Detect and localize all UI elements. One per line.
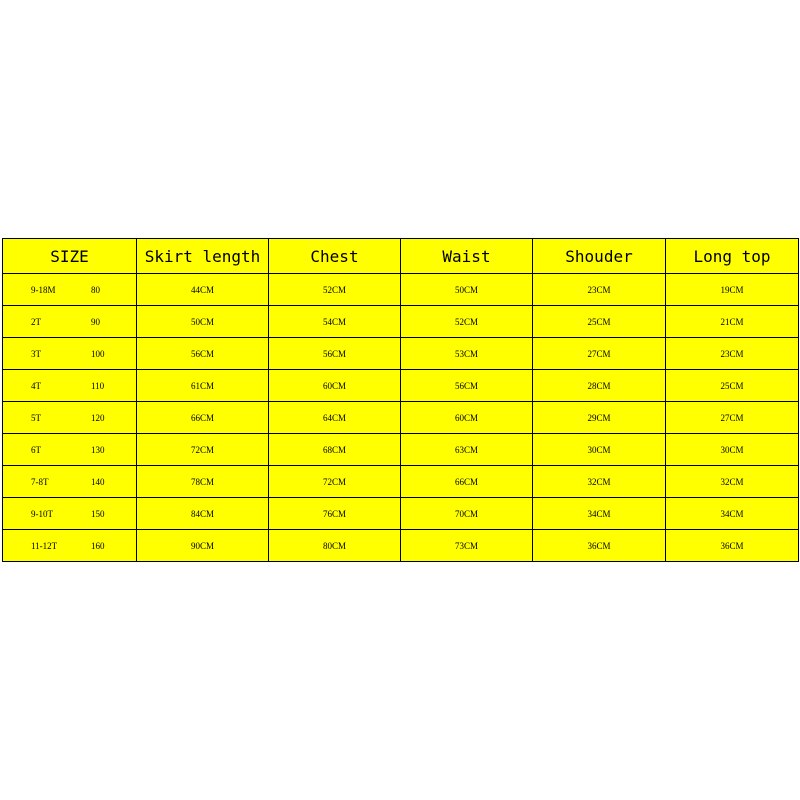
size-code: 4T (31, 380, 41, 391)
table-row (3, 498, 799, 530)
table-row (3, 466, 799, 498)
cell-long-top: 27CM (666, 402, 799, 434)
size-height: 130 (91, 444, 105, 455)
cell-long-top: 30CM (666, 434, 799, 466)
size-height: 90 (91, 316, 100, 327)
cell-waist: 52CM (401, 306, 533, 338)
size-code: 9-18M (31, 284, 56, 295)
table-row (3, 434, 799, 466)
cell-size (3, 306, 137, 338)
cell-long-top: 36CM (666, 530, 799, 562)
cell-chest: 76CM (269, 498, 401, 530)
cell-size (3, 402, 137, 434)
cell-size (3, 370, 137, 402)
table-row (3, 274, 799, 306)
cell-chest: 56CM (269, 338, 401, 370)
size-height: 140 (91, 476, 105, 487)
cell-waist: 66CM (401, 466, 533, 498)
cell-shoulder: 25CM (533, 306, 666, 338)
table-row (3, 530, 799, 562)
size-code: 9-10T (31, 508, 53, 519)
cell-shoulder: 29CM (533, 402, 666, 434)
size-code: 5T (31, 412, 41, 423)
cell-skirt-length: 56CM (137, 338, 269, 370)
cell-size (3, 498, 137, 530)
cell-shoulder: 32CM (533, 466, 666, 498)
cell-long-top: 21CM (666, 306, 799, 338)
cell-shoulder: 30CM (533, 434, 666, 466)
cell-skirt-length: 90CM (137, 530, 269, 562)
size-height: 110 (91, 380, 105, 391)
cell-long-top: 23CM (666, 338, 799, 370)
table-body (3, 274, 799, 562)
cell-waist: 50CM (401, 274, 533, 306)
size-height: 150 (91, 508, 105, 519)
table-row (3, 370, 799, 402)
header-shoulder: Shouder (533, 239, 666, 274)
table-row (3, 338, 799, 370)
cell-chest: 60CM (269, 370, 401, 402)
cell-waist: 56CM (401, 370, 533, 402)
cell-skirt-length: 50CM (137, 306, 269, 338)
cell-shoulder: 27CM (533, 338, 666, 370)
size-code: 3T (31, 348, 41, 359)
cell-skirt-length: 44CM (137, 274, 269, 306)
cell-chest: 54CM (269, 306, 401, 338)
cell-long-top: 19CM (666, 274, 799, 306)
cell-skirt-length: 66CM (137, 402, 269, 434)
cell-waist: 60CM (401, 402, 533, 434)
cell-chest: 68CM (269, 434, 401, 466)
table-row (3, 306, 799, 338)
cell-long-top: 25CM (666, 370, 799, 402)
cell-chest: 52CM (269, 274, 401, 306)
header-skirt-length: Skirt length (137, 239, 269, 274)
cell-size (3, 434, 137, 466)
cell-shoulder: 28CM (533, 370, 666, 402)
cell-size (3, 338, 137, 370)
size-height: 100 (91, 348, 105, 359)
cell-shoulder: 34CM (533, 498, 666, 530)
cell-size (3, 466, 137, 498)
cell-size (3, 274, 137, 306)
cell-skirt-length: 61CM (137, 370, 269, 402)
size-height: 120 (91, 412, 105, 423)
size-code: 6T (31, 444, 41, 455)
size-code: 11-12T (31, 540, 58, 551)
cell-waist: 73CM (401, 530, 533, 562)
cell-waist: 70CM (401, 498, 533, 530)
header-long-top: Long top (666, 239, 799, 274)
cell-chest: 64CM (269, 402, 401, 434)
size-chart-table (2, 238, 799, 562)
size-code: 7-8T (31, 476, 49, 487)
header-chest: Chest (269, 239, 401, 274)
cell-waist: 63CM (401, 434, 533, 466)
cell-long-top: 32CM (666, 466, 799, 498)
table-row (3, 402, 799, 434)
cell-shoulder: 23CM (533, 274, 666, 306)
cell-chest: 72CM (269, 466, 401, 498)
size-code: 2T (31, 316, 41, 327)
cell-waist: 53CM (401, 338, 533, 370)
cell-skirt-length: 78CM (137, 466, 269, 498)
header-size: SIZE (3, 239, 137, 274)
cell-skirt-length: 84CM (137, 498, 269, 530)
cell-size (3, 530, 137, 562)
cell-skirt-length: 72CM (137, 434, 269, 466)
size-height: 80 (91, 284, 100, 295)
size-height: 160 (91, 540, 105, 551)
header-waist: Waist (401, 239, 533, 274)
cell-shoulder: 36CM (533, 530, 666, 562)
cell-long-top: 34CM (666, 498, 799, 530)
header-row (3, 239, 799, 274)
cell-chest: 80CM (269, 530, 401, 562)
